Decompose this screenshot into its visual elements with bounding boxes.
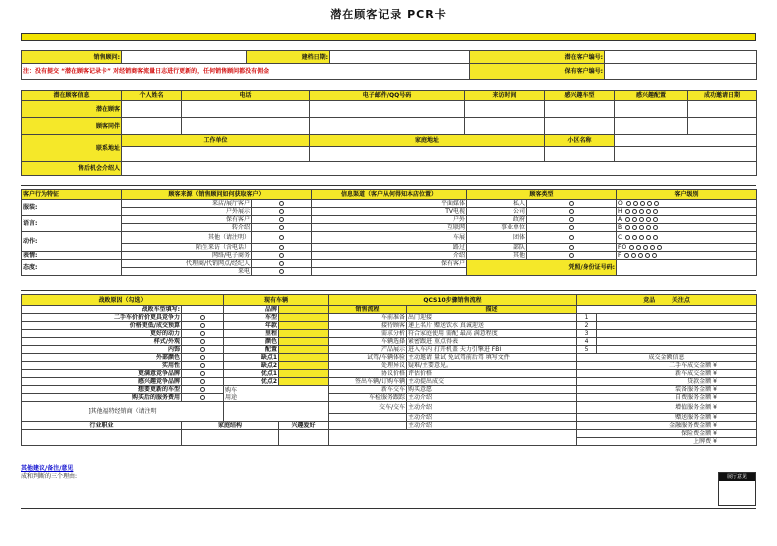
- level-item: A: [618, 216, 623, 223]
- radio[interactable]: [626, 201, 631, 206]
- reason-item: 更好的动力: [22, 330, 182, 338]
- source-item: 保有客户: [122, 216, 252, 224]
- reason-head: 战败原因（勾选）: [22, 295, 224, 306]
- source-item: 转介绍: [122, 224, 252, 232]
- level-item: FO: [618, 244, 627, 251]
- radio[interactable]: [625, 217, 630, 222]
- desc-item: 购买意愿: [407, 386, 577, 394]
- home-address-field[interactable]: [310, 147, 545, 162]
- step-item: 车检服务跟踪: [329, 394, 407, 402]
- radio[interactable]: [279, 209, 284, 214]
- cell[interactable]: [597, 314, 757, 322]
- cell[interactable]: [688, 101, 757, 118]
- deal-item: 上牌费: [693, 438, 712, 445]
- yuan: ¥: [713, 414, 717, 421]
- radio[interactable]: [200, 323, 205, 328]
- radio[interactable]: [569, 201, 574, 206]
- current-head: 现有车辆: [224, 295, 329, 306]
- reason-item: 感兴趣竞争品牌: [22, 378, 182, 386]
- trait-clothing: 服装:: [22, 200, 122, 216]
- divider: [21, 290, 756, 291]
- col-email: 电子邮件/QQ号码: [310, 91, 465, 101]
- desc-item: 紧密跟进 重点得表: [407, 338, 577, 346]
- qcs-head: QCS10步骤销售流程: [329, 295, 577, 306]
- step-item: 车辆选择: [329, 338, 407, 346]
- col-model: 感兴趣车型: [545, 91, 615, 101]
- level-item: H: [618, 208, 623, 215]
- radio[interactable]: [640, 201, 645, 206]
- radio[interactable]: [632, 217, 637, 222]
- channel-item: 路过: [312, 244, 467, 252]
- yuan: ¥: [713, 394, 717, 401]
- radio[interactable]: [625, 235, 630, 240]
- source-item: 来电: [122, 268, 252, 276]
- radio[interactable]: [653, 235, 658, 240]
- radio[interactable]: [200, 315, 205, 320]
- step-item: 新车交车: [329, 386, 407, 394]
- cell[interactable]: [122, 118, 182, 135]
- radio[interactable]: [647, 201, 652, 206]
- reason-item: 更满意竞争品牌: [22, 370, 182, 378]
- divider: [21, 185, 756, 186]
- radio[interactable]: [653, 225, 658, 230]
- deal-item: 金融服务费金额: [669, 422, 712, 429]
- radio[interactable]: [279, 225, 284, 230]
- col-name: 个人姓名: [122, 91, 182, 101]
- industry-field[interactable]: [22, 430, 182, 446]
- step-item: 试驾/车辆体验: [329, 354, 407, 362]
- channel-item: 保有客户: [312, 260, 467, 268]
- current-item: 颜色: [224, 338, 279, 346]
- step-item: 交车/交车: [329, 402, 407, 414]
- after-sales-label: 售后机会介绍人: [22, 162, 122, 176]
- radio[interactable]: [200, 339, 205, 344]
- radio[interactable]: [632, 209, 637, 214]
- file-date-field[interactable]: [330, 51, 470, 64]
- desc-item: 进入车内 打开机盖 天力引擎进 FBI: [407, 346, 577, 354]
- step-item: 处理异议: [329, 362, 407, 370]
- cell[interactable]: [615, 147, 757, 162]
- radio[interactable]: [653, 217, 658, 222]
- channel-item: TV电视: [312, 208, 467, 216]
- prospect-table: [21, 90, 757, 176]
- type-item: 部队: [467, 244, 527, 252]
- current-item: 优点2: [224, 378, 279, 386]
- radio[interactable]: [569, 235, 574, 240]
- yuan: ¥: [713, 438, 717, 445]
- cell[interactable]: [597, 322, 757, 330]
- radio[interactable]: [646, 209, 651, 214]
- desc-item: 疑难/主要意见。: [407, 362, 577, 370]
- radio[interactable]: [639, 217, 644, 222]
- reason-item: 外部颜色: [22, 354, 182, 362]
- home-address-label: 家庭地址: [310, 135, 545, 147]
- other-dealer: ]其他福特经销商（请注明: [22, 402, 224, 422]
- industry-label: 行业职业: [22, 422, 182, 430]
- credential-label: 凭照/身份证号码:: [467, 260, 617, 276]
- cell[interactable]: [310, 118, 465, 135]
- radio[interactable]: [625, 209, 630, 214]
- yuan: ¥: [713, 386, 717, 393]
- suggest-label: 其他建议/备注/意见: [21, 465, 74, 472]
- level-head: 客户级别: [617, 190, 757, 200]
- cell: [312, 268, 467, 276]
- radio[interactable]: [633, 201, 638, 206]
- reason-item: 样式/外观: [22, 338, 182, 346]
- behavior-head: 客户行为特征: [22, 190, 122, 200]
- hall-label: 展厅意见: [719, 473, 755, 481]
- type-head: 顾客类型: [467, 190, 617, 200]
- retained-no-field[interactable]: [605, 64, 757, 80]
- type-item: 其他: [467, 252, 527, 260]
- after-sales-field[interactable]: [122, 162, 757, 176]
- radio[interactable]: [639, 225, 644, 230]
- channel-item: 户外: [312, 216, 467, 224]
- footer-block: [21, 465, 756, 481]
- trait-language: 语言:: [22, 216, 122, 232]
- cell: [329, 430, 577, 446]
- sales-advisor-label: 销售顾问:: [22, 51, 122, 64]
- current-item: 配置: [224, 346, 279, 354]
- prospect-no-label: 潜在客户编号:: [470, 51, 605, 64]
- deal-item: 二手车成交金额: [669, 362, 712, 369]
- desc-item: 主动邀请 量试 免试驾前后驾 填写文件: [407, 354, 577, 362]
- step-item: 协议价格: [329, 370, 407, 378]
- radio[interactable]: [200, 371, 205, 376]
- yuan: ¥: [713, 362, 717, 369]
- deal-item: 保险费金额: [681, 430, 712, 437]
- cell[interactable]: [279, 378, 329, 386]
- channel-item: 介绍: [312, 252, 467, 260]
- num-item: 1: [577, 314, 597, 322]
- channel-head: 信息渠道（客户从何得知本店位置）: [312, 190, 467, 200]
- reason-item: 实用性: [22, 362, 182, 370]
- radio[interactable]: [200, 395, 205, 400]
- reason-item: 购买后的服务费用: [22, 394, 182, 402]
- retained-no-label: 保有客户编号:: [470, 64, 605, 80]
- cell[interactable]: [310, 101, 465, 118]
- work-unit-label: 工作单位: [122, 135, 310, 147]
- col-config: 感兴趣配置: [615, 91, 688, 101]
- radio[interactable]: [279, 235, 284, 240]
- col-visit-time: 来访时间: [465, 91, 545, 101]
- cell[interactable]: [279, 314, 329, 322]
- yuan: ¥: [713, 422, 717, 429]
- cell[interactable]: [545, 101, 615, 118]
- deal-item: 新车成交金额: [675, 370, 712, 377]
- radio[interactable]: [646, 235, 651, 240]
- radio[interactable]: [629, 245, 634, 250]
- radio[interactable]: [631, 253, 636, 258]
- competing-label: 竞品: [643, 296, 656, 304]
- desc-item: 主动介绍: [407, 422, 577, 430]
- source-item: 来店/展厅客户: [122, 200, 252, 208]
- current-item: 缺点1: [224, 354, 279, 362]
- trait-action: 动作:: [22, 232, 122, 252]
- level-item: B: [618, 224, 623, 231]
- desc-item: 符合家庭使用 需配 最高 满意程度: [407, 330, 577, 338]
- radio[interactable]: [646, 225, 651, 230]
- credential-field[interactable]: [617, 260, 757, 276]
- deal-head: 成交金额信息: [577, 354, 757, 362]
- family-label: 家庭结构: [182, 422, 279, 430]
- defeat-table: [21, 294, 757, 446]
- desc-item: 出门迎接: [407, 314, 577, 322]
- radio[interactable]: [638, 253, 643, 258]
- radio[interactable]: [279, 253, 284, 258]
- district-label: 小区名称: [545, 135, 615, 147]
- radio[interactable]: [200, 347, 205, 352]
- radio[interactable]: [279, 269, 284, 274]
- step-item: 需求分析: [329, 330, 407, 338]
- header-table: [21, 50, 757, 80]
- work-unit-field[interactable]: [122, 147, 310, 162]
- type-item: 私人: [467, 200, 527, 208]
- cell[interactable]: [597, 330, 757, 338]
- desc-item: 递上名片 赠送饮水 真诚迎送: [407, 322, 577, 330]
- type-item: 事业单位: [467, 224, 527, 232]
- source-item: 户外展示: [122, 208, 252, 216]
- num-item: 3: [577, 330, 597, 338]
- deal-item: 自费服务金额: [675, 394, 712, 401]
- desc-head: 描述: [407, 306, 577, 314]
- radio[interactable]: [632, 225, 637, 230]
- cell[interactable]: [182, 101, 310, 118]
- deal-item: 装备服务金额: [675, 386, 712, 393]
- cell[interactable]: [279, 354, 329, 362]
- commission-notice: 注：没有提交 “潜在顾客记录卡” 对经销商客流量日志进行更新的，任何销售顾问都没有佣金: [22, 64, 470, 80]
- radio[interactable]: [569, 253, 574, 258]
- reason-item: 战败车型填写:: [22, 306, 182, 314]
- cell[interactable]: [279, 322, 329, 330]
- file-date-label: 建档日期:: [247, 51, 330, 64]
- sales-advisor-field[interactable]: [122, 51, 247, 64]
- prospect-no-field[interactable]: [605, 51, 757, 64]
- radio[interactable]: [657, 245, 662, 250]
- type-item: 团体: [467, 232, 527, 244]
- yuan: ¥: [713, 404, 717, 411]
- cell[interactable]: [688, 118, 757, 135]
- level-item: O: [618, 200, 623, 207]
- radio[interactable]: [569, 209, 574, 214]
- cell: [329, 414, 407, 422]
- yuan: ¥: [713, 378, 717, 385]
- type-item: 政府: [467, 216, 527, 224]
- cell[interactable]: [279, 330, 329, 338]
- cell[interactable]: [577, 306, 757, 314]
- radio[interactable]: [200, 355, 205, 360]
- row-companion: 顾客同伴: [22, 118, 122, 135]
- trait-expression: 表情:: [22, 252, 122, 260]
- source-head: 顾客来源（销售顾问如何获取客户）: [122, 190, 312, 200]
- competing-head: [577, 295, 757, 306]
- radio[interactable]: [569, 245, 574, 250]
- reason-item: 价格更低/成交预算: [22, 322, 182, 330]
- contact-address-label: 联系地址: [22, 135, 122, 162]
- radio[interactable]: [279, 245, 284, 250]
- col-invite-date: 成功邀请日期: [688, 91, 757, 101]
- family-field[interactable]: [182, 430, 279, 446]
- radio[interactable]: [200, 387, 205, 392]
- trait-attitude: 态度:: [22, 260, 122, 276]
- cell[interactable]: [545, 118, 615, 135]
- reasons-label: 成和判断的三个理由:: [21, 473, 78, 480]
- top-band: [21, 33, 756, 41]
- step-item: 接待顾客: [329, 322, 407, 330]
- radio[interactable]: [200, 363, 205, 368]
- current-item: 品牌: [224, 306, 279, 314]
- radio[interactable]: [200, 331, 205, 336]
- district-field[interactable]: [615, 135, 757, 147]
- deal-item: 增值服务金额: [675, 404, 712, 411]
- desc-item: 主动提出成交: [407, 378, 577, 386]
- radio[interactable]: [569, 217, 574, 222]
- num-item: 2: [577, 322, 597, 330]
- source-item: 代理商/代销网点/经纪人: [122, 260, 252, 268]
- cell[interactable]: [597, 346, 757, 354]
- buy-time-label: 购车: [225, 386, 238, 394]
- channel-item: 互联网: [312, 224, 467, 232]
- cell[interactable]: [545, 147, 615, 162]
- type-item: 公司: [467, 208, 527, 216]
- row-prospect: 潜在顾客: [22, 101, 122, 118]
- cell[interactable]: [615, 118, 688, 135]
- reason-item: 内饰: [22, 346, 182, 354]
- deal-item: 赠送服务金额: [675, 414, 712, 421]
- current-item: 缺点2: [224, 362, 279, 370]
- radio[interactable]: [569, 225, 574, 230]
- source-item: 其他（请注明）: [122, 232, 252, 244]
- reason-item: 想要更新的车型: [22, 386, 182, 394]
- channel-item: 车展: [312, 232, 467, 244]
- process-head: 销售流程: [329, 306, 407, 314]
- yuan: ¥: [713, 430, 717, 437]
- deal-item: 贷款金额: [687, 378, 712, 385]
- source-item: 陌生来访（含电话）: [122, 244, 252, 252]
- cell[interactable]: [279, 370, 329, 378]
- focus-label: 关注点: [671, 296, 690, 304]
- radio[interactable]: [650, 245, 655, 250]
- step-item: 产品展示: [329, 346, 407, 354]
- cell[interactable]: [597, 338, 757, 346]
- desc-item: 主动介绍: [407, 402, 577, 414]
- cell[interactable]: [279, 338, 329, 346]
- cell[interactable]: [465, 101, 545, 118]
- cell[interactable]: [279, 346, 329, 354]
- radio[interactable]: [653, 209, 658, 214]
- cell[interactable]: [279, 362, 329, 370]
- radio[interactable]: [625, 225, 630, 230]
- cell[interactable]: [224, 402, 329, 422]
- channel-item: 平面媒体: [312, 200, 467, 208]
- behavior-table: [21, 189, 757, 276]
- radio[interactable]: [279, 217, 284, 222]
- prospect-section-label: 潜在顾客信息: [22, 91, 122, 101]
- source-item: 网络/电子商务: [122, 252, 252, 260]
- radio[interactable]: [200, 379, 205, 384]
- cell[interactable]: [465, 118, 545, 135]
- radio[interactable]: [636, 245, 641, 250]
- radio[interactable]: [624, 253, 629, 258]
- current-item: 年款: [224, 322, 279, 330]
- current-item: 里程: [224, 330, 279, 338]
- radio[interactable]: [646, 217, 651, 222]
- cell[interactable]: [122, 101, 182, 118]
- step-item: 签出车辆/订购车辆: [329, 378, 407, 386]
- num-item: 5: [577, 346, 597, 354]
- radio[interactable]: [643, 245, 648, 250]
- radio[interactable]: [279, 201, 284, 206]
- yuan: ¥: [713, 370, 717, 377]
- level-item: C: [618, 234, 623, 241]
- cell[interactable]: [615, 101, 688, 118]
- level-item: F: [618, 252, 622, 259]
- desc-item: 评估价格: [407, 370, 577, 378]
- hobby-field[interactable]: [279, 430, 329, 446]
- cell[interactable]: [279, 306, 329, 314]
- radio[interactable]: [639, 235, 644, 240]
- radio[interactable]: [632, 235, 637, 240]
- cell[interactable]: [182, 118, 310, 135]
- current-item: 优点1: [224, 370, 279, 378]
- hobby-label: 兴趣爱好: [279, 422, 329, 430]
- num-item: 4: [577, 338, 597, 346]
- radio[interactable]: [654, 201, 659, 206]
- step-item: 车前准备: [329, 314, 407, 322]
- use-label: 用途: [225, 393, 238, 401]
- radio[interactable]: [639, 209, 644, 214]
- col-phone: 电话: [182, 91, 310, 101]
- desc-item: 主动介绍: [407, 394, 577, 402]
- radio[interactable]: [279, 261, 284, 266]
- desc-item: 主动介绍: [407, 414, 577, 422]
- bottom-line: [21, 508, 756, 509]
- radio[interactable]: [652, 253, 657, 258]
- reason-item: 二手车价折价更具竞争力: [22, 314, 182, 322]
- form-title: 潜在顾客记录 PCR卡: [330, 8, 447, 21]
- radio[interactable]: [645, 253, 650, 258]
- current-item: 车型: [224, 314, 279, 322]
- hall-box[interactable]: [718, 472, 756, 506]
